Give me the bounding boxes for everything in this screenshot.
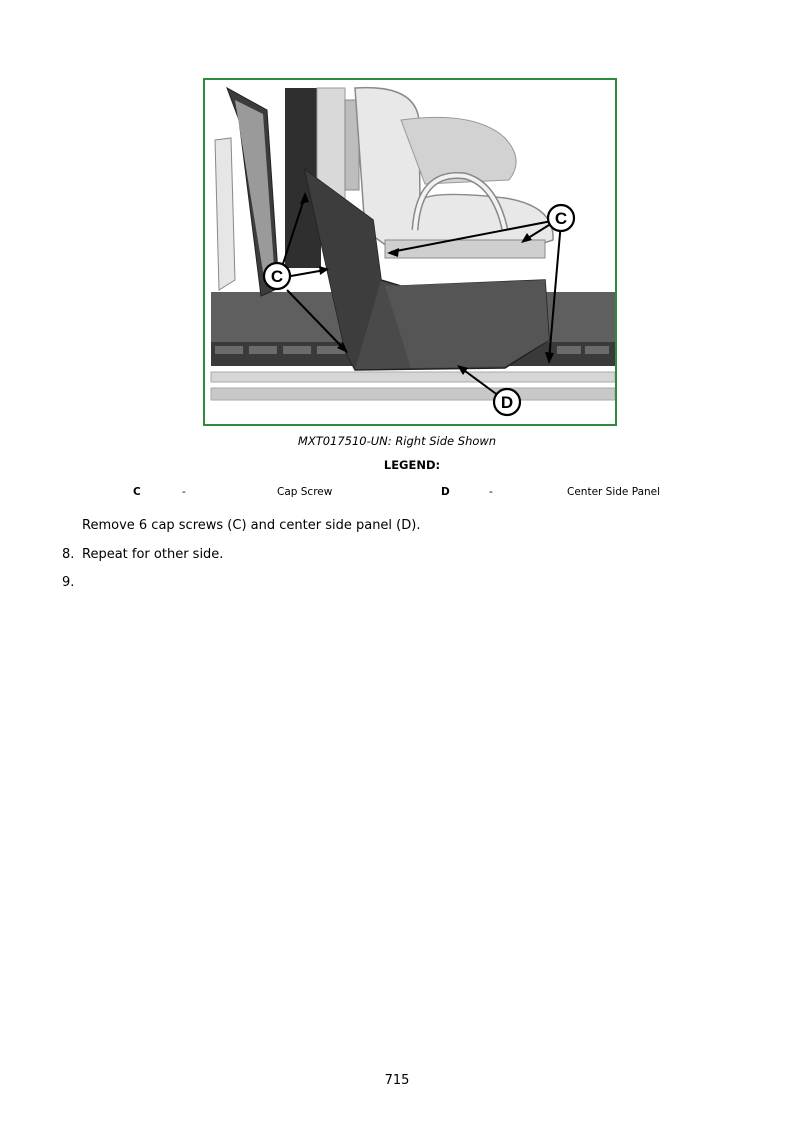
- legend-label-d: Center Side Panel: [567, 486, 661, 498]
- step-number-9: 9.: [62, 575, 75, 590]
- callout-c-left: C: [270, 267, 284, 286]
- legend-key-d: D: [441, 486, 450, 498]
- legend-key-c: C: [133, 486, 141, 498]
- step-text-repeat: Repeat for other side.: [82, 547, 224, 562]
- callout-c-right: C: [554, 209, 568, 228]
- legend-sep-c: -: [182, 486, 186, 498]
- callout-d: D: [500, 393, 514, 412]
- step-text-remove: Remove 6 cap screws (C) and center side panel (D).: [82, 518, 421, 533]
- figure-illustration: [203, 78, 617, 426]
- legend-sep-d: -: [489, 486, 493, 498]
- step-number-8: 8.: [62, 547, 75, 562]
- legend-title: LEGEND:: [383, 458, 441, 472]
- page-number: 715: [384, 1073, 410, 1088]
- seat-panel-drawing: [205, 80, 615, 424]
- legend-label-c: Cap Screw: [277, 486, 333, 498]
- figure-caption: MXT017510-UN: Right Side Shown: [297, 434, 497, 448]
